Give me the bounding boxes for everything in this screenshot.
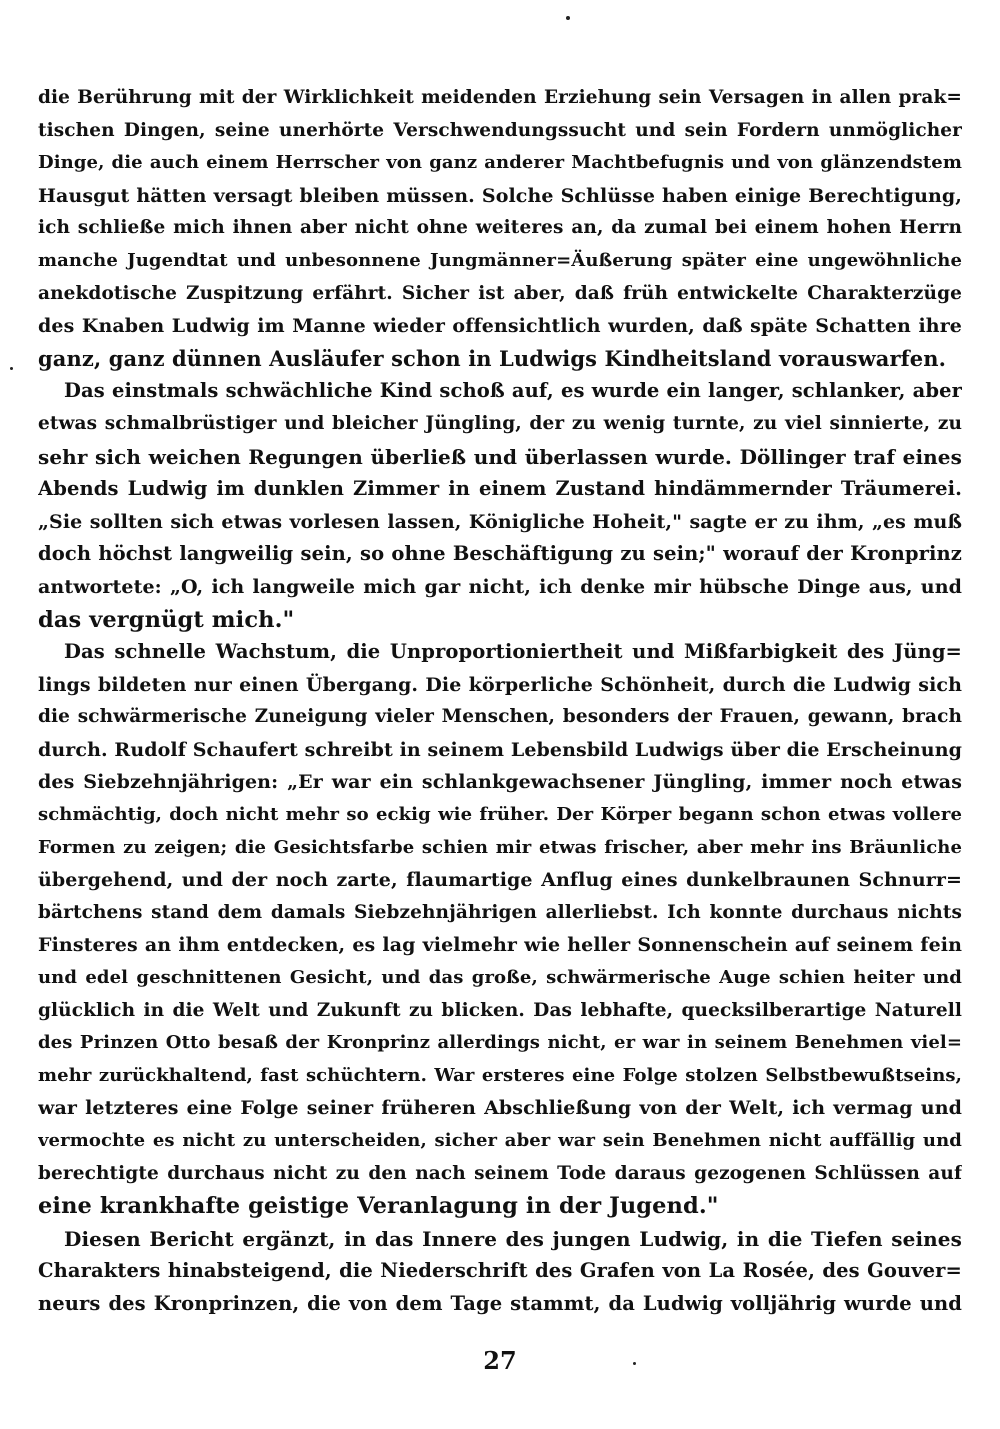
text-line: ich schließe mich ihnen aber nicht ohne weiteres an, da zumal bei einem hohen Herrn	[38, 217, 962, 239]
text-line: vermochte es nicht zu unterscheiden, sicher aber war sein Benehmen nicht auffällig und	[38, 1130, 962, 1151]
text-line: Diesen Bericht ergänzt, in das Innere des jungen Ludwig, in die Tiefen seines	[64, 1226, 962, 1251]
text-line: Hausgut hätten versagt bleiben müssen. Solche Schlüsse haben einige Berechtigung,	[38, 184, 962, 207]
text-line: des Siebzehnjährigen: „Er war ein schlankgewachsener Jüngling, immer noch etwas	[38, 771, 962, 794]
text-line: doch höchst langweilig sein, so ohne Beschäftigung zu sein;" worauf der Kronprinz	[38, 542, 962, 566]
text-line: tischen Dingen, seine unerhörte Verschwendungssucht und sein Fordern unmöglicher	[38, 119, 962, 141]
text-line: war letzteres eine Folge seiner früheren Abschließung von der Welt, ich vermag und	[38, 1097, 962, 1120]
text-line: eine krankhafte geistige Veranlagung in der Jugend."	[38, 1193, 719, 1220]
page-number: 27	[483, 1346, 517, 1375]
text-line: die schwärmerische Zuneigung vieler Menschen, besonders der Frauen, gewann, brach	[38, 706, 962, 728]
text-line: berechtigte durchaus nicht zu den nach seinem Tode daraus gezogenen Schlüssen auf	[38, 1162, 962, 1184]
text-line: Das schnelle Wachstum, die Unproportioniertheit und Mißfarbigkeit des Jüng=	[64, 640, 962, 664]
text-line: Das einstmals schwächliche Kind schoß auf, es wurde ein langer, schlanker, aber	[64, 379, 962, 403]
text-line: mehr zurückhaltend, fast schüchtern. War ersteres eine Folge stolzen Selbstbewußtseins,	[38, 1064, 962, 1086]
text-line: glücklich in die Welt und Zukunft zu blicken. Das lebhafte, quecksilberartige Naturell	[38, 999, 962, 1021]
body-text	[38, 82, 962, 1321]
text-line: Charakters hinabsteigend, die Niederschrift des Grafen von La Rosée, des Gouver=	[38, 1259, 962, 1283]
text-line: sehr sich weichen Regungen überließ und überlassen wurde. Döllinger traf eines	[38, 444, 962, 469]
text-line: antwortete: „O, ich langweile mich gar nicht, ich denke mir hübsche Dinge aus, und	[38, 575, 962, 598]
print-speck	[566, 16, 570, 20]
text-line: schmächtig, doch nicht mehr so eckig wie früher. Der Körper begann schon etwas vollere	[38, 804, 962, 826]
text-line: Formen zu zeigen; die Gesichtsfarbe schien mir etwas frischer, aber mehr ins Bräunliche	[38, 836, 962, 858]
text-line: des Knaben Ludwig im Manne wieder offensichtlich wurden, daß späte Schatten ihre	[38, 315, 962, 338]
text-line: etwas schmalbrüstiger und bleicher Jüngling, der zu wenig turnte, zu viel sinnierte, zu	[38, 412, 962, 434]
text-line: und edel geschnittenen Gesicht, und das große, schwärmerische Auge schien heiter und	[38, 967, 962, 989]
text-line: neurs des Kronprinzen, die von dem Tage stammt, da Ludwig volljährig wurde und	[38, 1291, 962, 1315]
text-line: manche Jugendtat und unbesonnene Jungmänner=Äußerung später eine ungewöhnliche	[38, 249, 962, 271]
text-line: übergehend, und der noch zarte, flaumartige Anflug eines dunkelbraunen Schnurr=	[38, 869, 962, 892]
text-line: „Sie sollten sich etwas vorlesen lassen, Königliche Hoheit," sagte er zu ihm, „es muß	[38, 510, 962, 533]
text-line: des Prinzen Otto besaß der Kronprinz allerdings nicht, er war in seinem Benehmen viel=	[38, 1032, 962, 1054]
text-line: lings bildeten nur einen Übergang. Die körperliche Schönheit, durch die Ludwig sich	[38, 673, 962, 696]
text-line: das vergnügt mich."	[38, 606, 295, 633]
print-speck	[10, 367, 13, 370]
text-line: durch. Rudolf Schaufert schreibt in seinem Lebensbild Ludwigs über die Erscheinung	[38, 738, 962, 761]
text-line: ganz, ganz dünnen Ausläufer schon in Ludwigs Kindheitsland vorauswarfen.	[38, 345, 946, 371]
text-line: Abends Ludwig im dunklen Zimmer in einem Zustand hindämmernder Träumerei.	[38, 477, 962, 501]
text-line: anekdotische Zuspitzung erfährt. Sicher ist aber, daß früh entwickelte Charakterzüge	[38, 282, 962, 304]
text-line: Finsteres an ihm entdecken, es lag vielmehr wie heller Sonnenschein auf seinem fein	[38, 934, 962, 957]
text-line: bärtchens stand dem damals Siebzehnjährigen allerliebst. Ich konnte durchaus nichts	[38, 901, 962, 923]
text-line: die Berührung mit der Wirklichkeit meidenden Erziehung sein Versagen in allen prak=	[38, 87, 962, 108]
text-line: Dinge, die auch einem Herrscher von ganz anderer Machtbefugnis und von glänzendstem	[38, 152, 962, 174]
